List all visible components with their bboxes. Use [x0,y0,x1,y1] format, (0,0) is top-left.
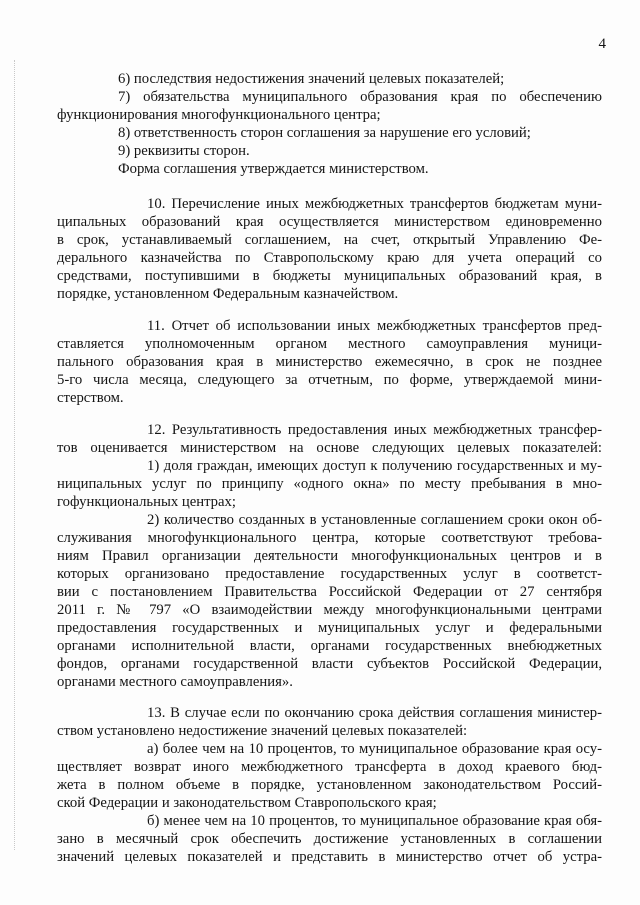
text-line: 2011 г. № 797 «О взаимодействии между многофункциональными центрами [57,602,602,618]
text-line: дерального казначейства по Ставропольскому краю для учета операций со [57,250,602,266]
text-line: органами исполнительной власти, органами государственных внебюджетных [57,638,602,654]
text-line: ществляет возврат иного межбюджетного трансферта в доход краевого бюд- [57,759,602,775]
paragraph-13-start: 13. В случае если по окончанию срока действия соглашения министер- [147,705,602,721]
text-line: 5-го числа месяца, следующего за отчетным, по форме, утверждаемой мини- [57,372,602,388]
list-item-2: 2) количество созданных в установленные соглашением сроки окон об- [147,512,602,528]
text-line: функционирования многофункционального центра; [57,107,381,123]
text-line: пального образования края в министерство ежемесячно, в срок не позднее [57,354,602,370]
list-item-1: 1) доля граждан, имеющих доступ к получению государственных и му- [147,458,602,474]
text-line: зано в месячный срок обеспечить достижение установленных в соглашении [57,831,602,847]
text-line: ципальных образований края осуществляется министерством единовременно [57,214,602,230]
paragraph-11-start: 11. Отчет об использовании иных межбюджетных трансфертов пред- [147,318,602,334]
list-item-7: 7) обязательства муниципального образования края по обеспечению [118,89,602,105]
text-line: стерством. [57,390,124,406]
text-line: ством установлено недостижение значений целевых показателей: [57,723,468,739]
text-line: гофункциональных центрах; [57,494,236,510]
text-line: Форма соглашения утверждается министерством. [118,161,429,177]
text-line: ниципальных услуг по принципу «одного окна» по месту пребывания в мно- [57,476,602,492]
text-line: вии с постановлением Правительства Российской Федерации от 27 сентября [57,584,602,600]
list-item-b: б) менее чем на 10 процентов, то муниципальное образование края обя- [147,813,602,829]
text-line: средствами, поступившими в бюджеты муниципальных образований края, в [57,268,602,284]
binding-margin-marks [14,60,17,850]
text-line: в срок, устанавливаемый соглашением, на счет, открытый Управлению Фе- [57,232,602,248]
list-item-9: 9) реквизиты сторон. [118,143,250,159]
text-line: служивания многофункционального центра, которые соответствуют требова- [57,530,602,546]
paragraph-12-start: 12. Результативность предоставления иных межбюджетных трансфер- [147,422,602,438]
text-line: ниям Правил организации деятельности многофункциональных центров и в [57,548,602,564]
text-line: органами местного самоуправления». [57,674,293,690]
text-line: фондов, органами государственной власти субъектов Российской Федерации, [57,656,602,672]
text-line: жета в полном объеме в порядке, установленном законодательством Россий- [57,777,602,793]
text-line: значений целевых показателей и представить в министерство отчет об устра- [57,849,602,865]
text-line: ставляется уполномоченным органом местного самоуправления муници- [57,336,602,352]
text-line: порядке, установленном Федеральным казначейством. [57,286,399,302]
text-line: которых организовано предоставление государственных услуг в соответст- [57,566,602,582]
list-item-a: а) более чем на 10 процентов, то муниципальное образование края осу- [147,741,602,757]
text-line: предоставления государственных и муниципальных услуг и федеральными [57,620,602,636]
list-item-8: 8) ответственность сторон соглашения за нарушение его условий; [118,125,531,141]
paragraph-10-start: 10. Перечисление иных межбюджетных трансфертов бюджетам муни- [147,196,602,212]
list-item-6: 6) последствия недостижения значений целевых показателей; [118,71,505,87]
text-line: тов оценивается министерством на основе следующих целевых показателей: [57,440,602,456]
page-number: 4 [598,36,606,52]
text-line: ской Федерации и законодательством Ставропольского края; [57,795,437,811]
